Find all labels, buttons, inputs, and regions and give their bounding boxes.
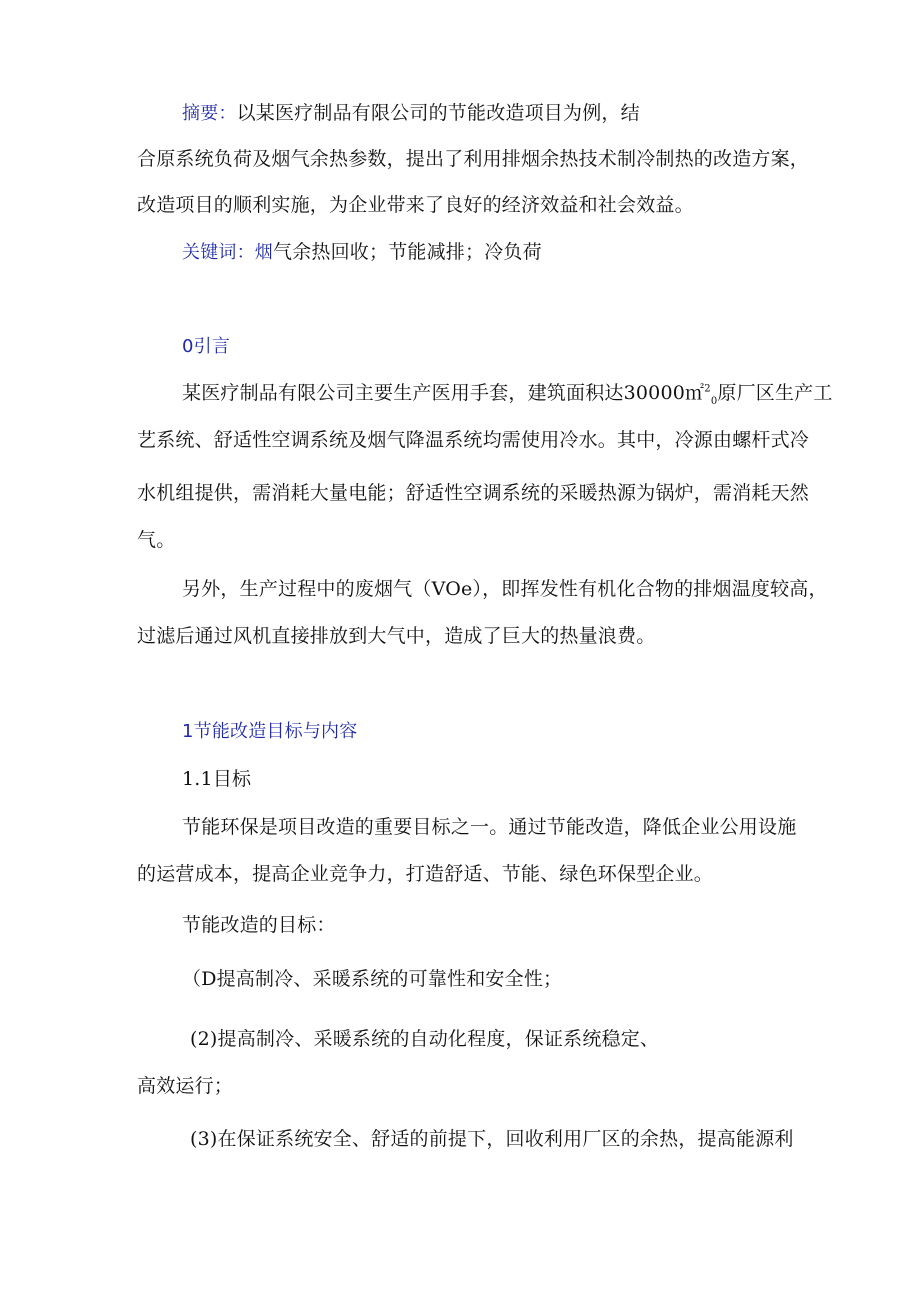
goal-item-3: (3)在保证系统安全、舒适的前提下，回收利用厂区的余热，提高能源利 — [190, 1128, 794, 1150]
goal-p2: 节能改造的目标： — [182, 914, 336, 936]
abstract-line-3: 改造项目的顺利实施，为企业带来了良好的经济效益和社会效益。 — [137, 194, 694, 216]
section-0-title: 0引言 — [182, 336, 231, 357]
goal-p1-line-1: 节能环保是项目改造的重要目标之一。通过节能改造，降低企业公用设施 — [182, 816, 797, 838]
goal-p1-line-2: 的运营成本，提高企业竞争力，打造舒适、节能、绿色环保型企业。 — [137, 863, 714, 885]
goal-item-2-line-2: 高效运行； — [137, 1075, 234, 1097]
section-1-title: 1节能改造目标与内容 — [182, 721, 358, 742]
keywords-text: 气余热回收；节能减排；冷负荷 — [273, 241, 542, 263]
goal-item-2-line-1: (2)提高制冷、采暖系统的自动化程度，保证系统稳定、 — [190, 1028, 660, 1050]
abstract-text-1: 以某医疗制品有限公司的节能改造项目为例，结 — [236, 102, 640, 124]
abstract-line-2: 合原系统负荷及烟气余热参数，提出了利用排烟余热技术制冷制热的改造方案， — [137, 148, 810, 170]
intro-p1-sub: 0 — [710, 395, 718, 407]
intro-p1-sup: 2 — [704, 383, 711, 395]
intro-p1-line-3: 水机组提供，需消耗大量电能；舒适性空调系统的采暖热源为锅炉，需消耗天然 — [137, 482, 810, 504]
goal-item-1: （D提高制冷、采暖系统的可靠性和安全性； — [182, 968, 563, 990]
abstract-label: 摘要： — [182, 103, 237, 124]
intro-p2-line-1: 另外，生产过程中的废烟气（VOe），即挥发性有机化合物的排烟温度较高， — [182, 578, 828, 600]
keywords-line — [182, 240, 542, 265]
intro-p1-line-1 — [182, 381, 833, 405]
intro-p2-line-2: 过滤后通过风机直接排放到大气中，造成了巨大的热量浪费。 — [137, 625, 656, 647]
intro-p1-line-2: 艺系统、舒适性空调系统及烟气降温系统均需使用冷水。其中，冷源由螺杆式冷 — [137, 429, 810, 451]
keywords-label: 关键词：烟 — [182, 242, 273, 263]
intro-p1-text-a: 某医疗制品有限公司主要生产医用手套，建筑面积达30000㎡ — [182, 382, 705, 404]
intro-p1-text-b: 原厂区生产工 — [717, 382, 833, 404]
subsection-1-1-title: 1.1目标 — [182, 768, 252, 790]
intro-p1-line-4: 气。 — [137, 529, 176, 551]
abstract-line-1 — [182, 101, 640, 126]
